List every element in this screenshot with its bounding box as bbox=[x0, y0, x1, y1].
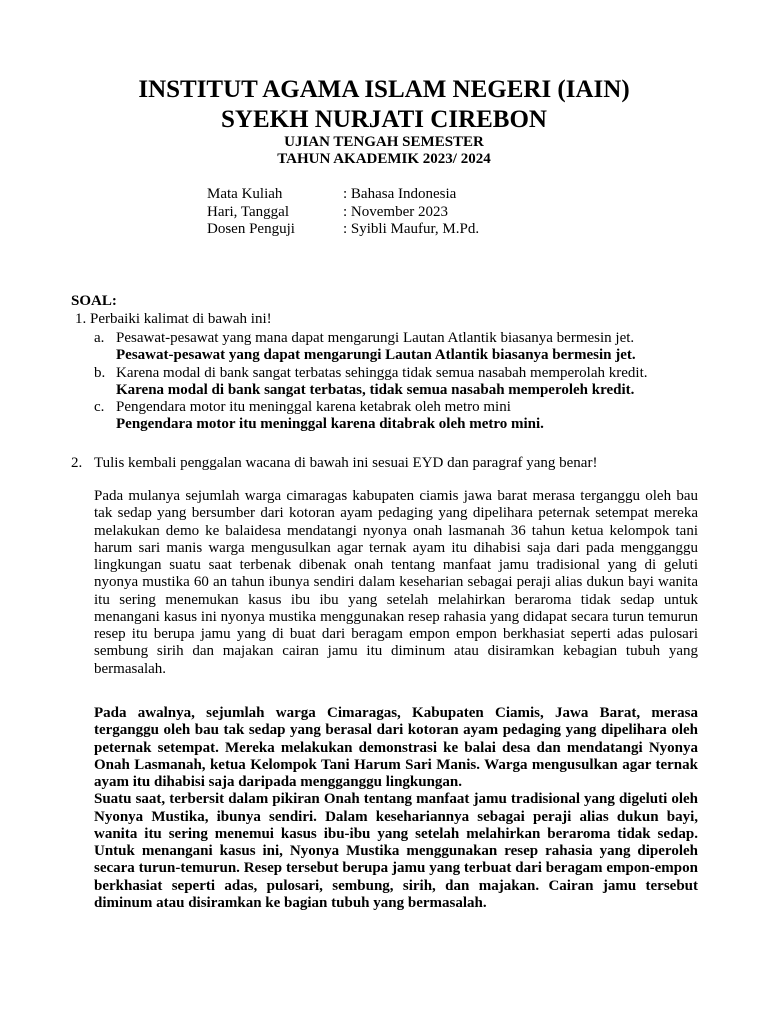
answer-paragraph-1: Pada awalnya, sejumlah warga Cimaragas, Kabupaten Ciamis, Jawa Barat, merasa terganggu oleh bau tak sedap yang berasal dari kotoran ayam pedaging yang dipelihara oleh peternak setempat. Mereka melakukan demonstrasi ke balai desa dan mendatangi Nyonya Onah Lasmanah, ketua Kelompok Tani Harum Sari Manis. Warga mengusulkan agar ternak ayam itu dihabisi saja daripada mengganggu lingkungan. bbox=[94, 705, 698, 790]
question-2-prompt bbox=[71, 455, 597, 472]
item-label: c. bbox=[94, 399, 105, 416]
item-original: Karena modal di bank sangat terbatas sehingga tidak semua nasabah memperolah kredit. bbox=[116, 364, 648, 381]
institution-title: INSTITUT AGAMA ISLAM NEGERI (IAIN) bbox=[138, 76, 630, 103]
list-item bbox=[94, 330, 674, 365]
answer-paragraph-2: Suatu saat, terbersit dalam pikiran Onah tentang manfaat jamu tradisional yang digeluti oleh Nyonya Mustika, ibunya sendiri. Dalam kesehariannya sebagai peraji alias dukun bayi, wanita itu sering menemui kasus ibu-ibu yang setelah melahirkan beraroma tidak sedap. Untuk menangani kasus ini, Nyonya Mustika menggunakan resep rahasia yang diperoleh secara turun-temurun. Resep tersebut berupa jamu yang terbuat dari beragam empon-empon berkhasiat seperti adas, pulosari, sembung, sirih, dan majakan. Cairan jamu tersebut diminum atau disiramkan ke bagian tubuh yang bermasalah. bbox=[94, 791, 698, 911]
soal-label: SOAL: bbox=[71, 293, 117, 309]
academic-year: TAHUN AKADEMIK 2023/ 2024 bbox=[277, 151, 491, 167]
item-answer: Karena modal di bank sangat terbatas, tidak semua nasabah memperoleh kredit. bbox=[116, 381, 635, 398]
meta-row-date bbox=[207, 204, 479, 222]
meta-row-course bbox=[207, 186, 479, 204]
meta-value: : November 2023 bbox=[343, 203, 448, 220]
exam-title: UJIAN TENGAH SEMESTER bbox=[284, 134, 484, 150]
meta-value: : Syibli Maufur, M.Pd. bbox=[343, 221, 480, 237]
meta-key: Dosen Penguji bbox=[207, 221, 295, 237]
list-item bbox=[94, 399, 674, 434]
question-text: Tulis kembali penggalan wacana di bawah ini sesuai EYD dan paragraf yang benar! bbox=[94, 455, 598, 471]
institution-subtitle: SYEKH NURJATI CIREBON bbox=[221, 106, 547, 133]
item-label: b. bbox=[94, 364, 106, 381]
meta-key: Mata Kuliah bbox=[207, 186, 283, 202]
item-answer: Pengendara motor itu meninggal karena ditabrak oleh metro mini. bbox=[116, 416, 544, 433]
original-passage-text: Pada mulanya sejumlah warga cimaragas kabupaten ciamis jawa barat merasa terganggu oleh bau tak sedap yang bersumber dari kotoran ayam pedaging yang dipelihara peternak setempat mereka melakukan demo ke balaidesa mendatangi nyonya onah lasmanah 36 tahun ketua kelompok tani harum sari manis warga mengusulkan agar ternak ayam itu dihabisi saja dari pada mengganggu lingkungan suatu saat terbenak dibenak onah tentang manfaat jamu tradisional yang di geluti nyonya mustika 60 an tahun ibunya sendiri dalam keseharian sebagai peraji alias dukun bayi wanita itu sering menemukan kasus ibu ibu yang setelah melahirkan beraroma tidak sedap untuk menangani kasus ini nyonya mustika menggunakan resep rahasia yang didapat secara turun temurun resep itu berupa jamu yang di buat dari beragam empon empon berkhasiat seperti adas pulosari sembung sirih dan majakan cairan jamu itu diminum atau disiramkan kebagian tubuh yang bermasalah. bbox=[94, 488, 698, 677]
item-answer: Pesawat-pesawat yang dapat mengarungi Lautan Atlantik biasanya bermesin jet. bbox=[116, 347, 636, 364]
list-item bbox=[94, 365, 674, 400]
item-label: a. bbox=[94, 330, 105, 346]
question-number: 2. bbox=[71, 455, 83, 471]
item-original: Pengendara motor itu meninggal karena ketabrak oleh metro mini bbox=[116, 399, 511, 416]
meta-value: : Bahasa Indonesia bbox=[343, 186, 457, 202]
original-passage bbox=[94, 488, 698, 678]
exam-info bbox=[207, 186, 479, 239]
meta-key: Hari, Tanggal bbox=[207, 203, 289, 220]
question-1-items bbox=[94, 330, 674, 434]
meta-row-examiner bbox=[207, 221, 479, 239]
question-1-prompt: 1. Perbaiki kalimat di bawah ini! bbox=[75, 311, 272, 327]
item-original: Pesawat-pesawat yang mana dapat mengarungi Lautan Atlantik biasanya bermesin jet. bbox=[116, 330, 635, 346]
answer-passage bbox=[94, 705, 698, 912]
